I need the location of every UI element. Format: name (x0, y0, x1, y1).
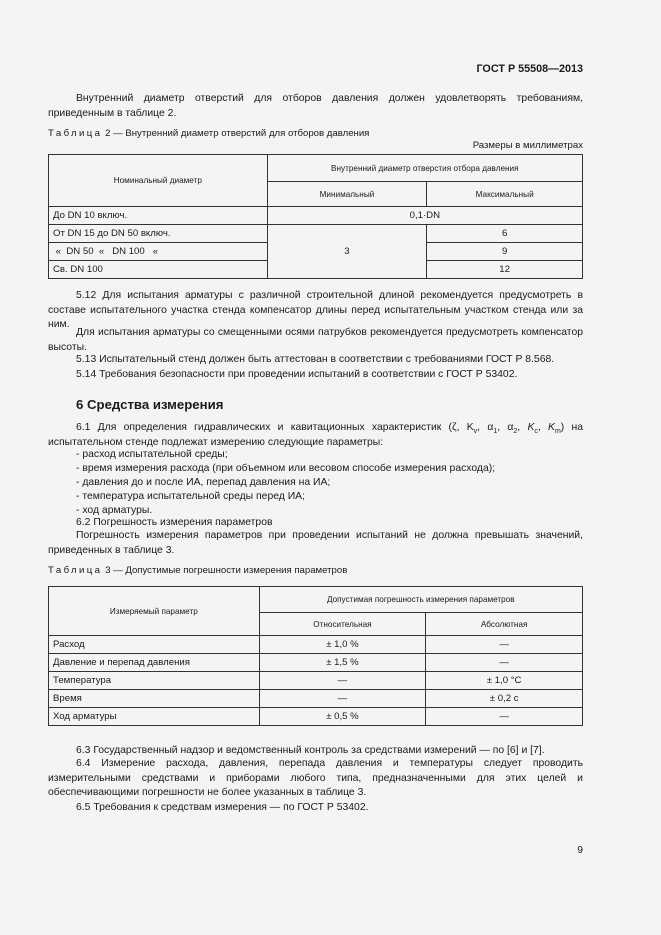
table3-caption (48, 564, 347, 579)
bullet-5: - ход арматуры. (76, 505, 153, 516)
table2-caption-word: Таблица (48, 128, 103, 139)
table3-row-rel: — (259, 690, 426, 708)
table2-units: Размеры в миллиметрах (472, 140, 583, 151)
table2-caption (48, 127, 369, 142)
table2-col1-header: Номинальный диаметр (49, 155, 268, 207)
sub-c: c (534, 428, 538, 436)
table3-group-header: Допустимая погрешность измерения параметров (259, 587, 582, 613)
paragraph-6-2-title: 6.2 Погрешность измерения параметров (76, 517, 273, 528)
table3-row-rel: — (259, 672, 426, 690)
sub-2: 2 (513, 428, 518, 436)
sub-v: v (473, 428, 478, 436)
table3-row-param: Температура (49, 672, 260, 690)
page-number: 9 (577, 845, 583, 856)
sub-1: 1 (493, 428, 498, 436)
table3-row-rel: ± 0,5 % (259, 708, 426, 726)
bullet-2: - время измерения расхода (при объемном или весовом способе измерения расхода); (76, 463, 496, 474)
paragraph-6-4: 6.4 Измерение расхода, давления, перепада давления и температуры следует проводить измерительными средствами и приборами любого типа, предназначенными для этих целей и обеспечивающими погрешности не более указанных в таблице 3. (48, 758, 583, 799)
table2-max-value: 6 (427, 225, 583, 243)
table3-row-abs: ± 1,0 °С (426, 672, 583, 690)
bullet-3: - давления до и после ИА, перепад давления на ИА; (76, 477, 331, 488)
p61-end: ) на испытательном стенде подлежат измерению следующие параметры: (48, 422, 584, 448)
table2-row-name: Св. DN 100 (49, 261, 268, 279)
table2-col3-header: Максимальный (427, 182, 583, 207)
table3-col1-header: Измеряемый параметр (49, 587, 260, 636)
table3-row-param: Давление и перепад давления (49, 654, 260, 672)
table3-row-abs: — (426, 654, 583, 672)
paragraph-compensator: Для испытания арматуры со смещенными осями патрубков рекомендуется предусмотреть компенсатор высоты. (48, 327, 583, 353)
table2 (48, 154, 583, 279)
table3-row-abs: — (426, 636, 583, 654)
paragraph-6-3: 6.3 Государственный надзор и ведомственный контроль за средствами измерений — по [6] и [7]. (76, 745, 545, 756)
table2-max-value: 9 (427, 243, 583, 261)
k-m: K (548, 422, 555, 433)
table2-max-value: 12 (427, 261, 583, 279)
document-code: ГОСТ Р 55508—2013 (476, 63, 583, 75)
table2-row-name: От DN 15 до DN 50 включ. (49, 225, 268, 243)
intro-paragraph: Внутренний диаметр отверстий для отборов давления должен удовлетворять требованиям, приведенным в таблице 2. (48, 93, 583, 119)
paragraph-5-14: 5.14 Требования безопасности при проведении испытаний в соответствии с ГОСТ Р 53402. (76, 369, 518, 380)
table3-col2-header: Относительная (259, 613, 426, 636)
table3-caption-text: 3 — Допустимые погрешности измерения параметров (105, 565, 348, 576)
section-6-title: 6 Средства измерения (76, 397, 224, 412)
table2-group-header: Внутренний диаметр отверстия отбора давления (267, 155, 582, 182)
alpha-2: α (507, 422, 514, 433)
table3-row-param: Ход арматуры (49, 708, 260, 726)
k-c: K (527, 422, 535, 433)
table3-row-rel: ± 1,0 % (259, 636, 426, 654)
paragraph-6-2-text: Погрешность измерения параметров при проведении испытаний не должна превышать значений, приведенных в таблице 3. (48, 530, 583, 556)
table2-caption-text: 2 — Внутренний диаметр отверстий для отборов давления (105, 128, 370, 139)
table3-caption-word: Таблица (48, 565, 103, 576)
table3-row-abs: ± 0,2 с (426, 690, 583, 708)
bullet-4: - температура испытательной среды перед ИА; (76, 491, 306, 502)
alpha-1: α (487, 422, 494, 433)
paragraph-6-1: 6.1 Для определения гидравлических и кавитационных характеристик (ζ, $K_v$, $\alpha_1$, $\alpha_2$, $K_c$, $K_m$) на испытательном стенде подлежат измерению следующие параметры: (48, 422, 584, 448)
table3-row-abs: — (426, 708, 583, 726)
table3-col3-header: Абсолютная (426, 613, 583, 636)
table3 (48, 586, 583, 726)
table2-row-name: До DN 10 включ. (49, 207, 268, 225)
table2-min-merged: 3 (267, 225, 427, 279)
sub-m: m (554, 428, 561, 436)
table3-row-rel: ± 1,5 % (259, 654, 426, 672)
table2-col2-header: Минимальный (267, 182, 427, 207)
bullet-1: - расход испытательной среды; (76, 449, 228, 460)
table2-merged-value: 0,1·DN (267, 207, 582, 225)
p61-start: 6.1 Для определения гидравлических и кавитационных характеристик (ζ, K (76, 422, 474, 433)
paragraph-5-13: 5.13 Испытательный стенд должен быть аттестован в соответствии с требованиями ГОСТ Р 8.568. (76, 354, 555, 365)
paragraph-5-12: 5.12 Для испытания арматуры с различной строительной длиной рекомендуется предусмотреть в составе испытательного участка стенда компенсатор длины перед испытательным участком стенда или за ним. (48, 290, 583, 331)
paragraph-6-5: 6.5 Требования к средствам измерения — по ГОСТ Р 53402. (76, 802, 369, 813)
table3-row-param: Время (49, 690, 260, 708)
table2-row-name: « DN 50 « DN 100 « (49, 243, 268, 261)
table3-row-param: Расход (49, 636, 260, 654)
